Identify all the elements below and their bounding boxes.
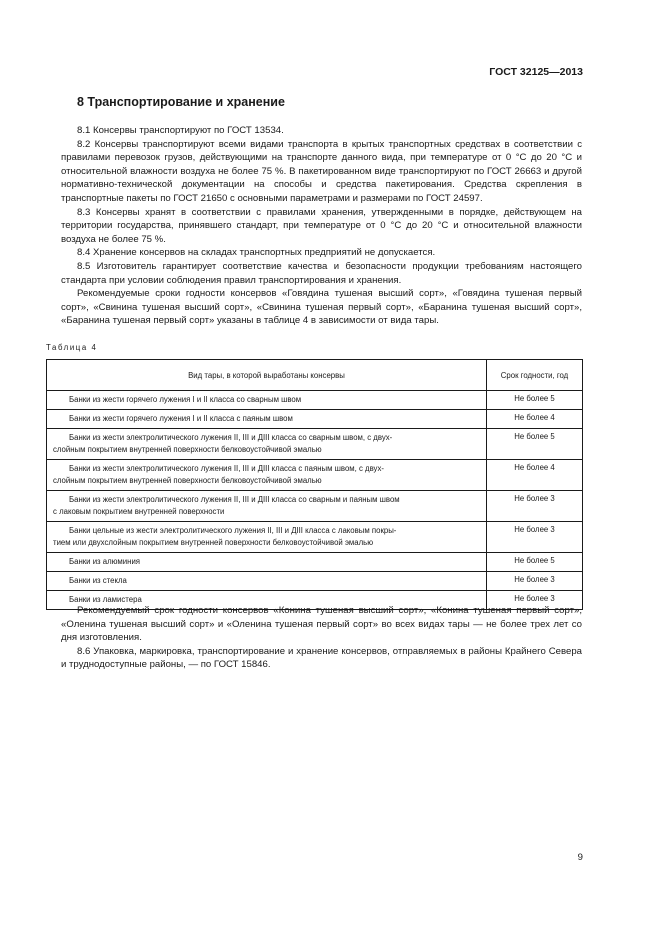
- table-caption: Таблица 4: [46, 343, 98, 352]
- shelf-life-cell: Не более 4: [487, 460, 583, 491]
- paragraph-8-2: 8.2 Консервы транспортируют всеми видами транспорта в крытых транспортных средствах в соответствии с правилами перевозок грузов, действующими на транспорте данного вида, при температуре от 0 °С до 20 °С и относительной влажности воздуха не более 75 %. В пакетированном виде транспортируют по ГОСТ 26663 и другой нормативно-технической документации на способы и средства пакетирования. Средства скрепления в транспортные пакеты по ГОСТ 21650 с основными параметрами и размерами по ГОСТ 24597.: [61, 138, 582, 204]
- shelf-life-cell: Не более 5: [487, 553, 583, 572]
- paragraph-8-4: 8.4 Хранение консервов на складах транспортных предприятий не допускается.: [77, 247, 436, 259]
- container-type-cell: Банки из стекла: [47, 572, 487, 591]
- container-type-line: Банки из жести электролитического лужения II, III и ДIII класса со сварным и паяным швом: [69, 495, 400, 504]
- container-type-cell: Банки из ламистера: [47, 591, 487, 610]
- section-body: [61, 124, 582, 328]
- after-table-body: [61, 604, 582, 672]
- shelf-life-cell: Не более 3: [487, 522, 583, 553]
- table-row: [47, 410, 583, 429]
- container-type-line: слойным покрытием внутренней поверхности белковоустойчивой эмалью: [53, 476, 322, 485]
- container-type-cell: [47, 491, 487, 522]
- table-header-row: [47, 360, 583, 391]
- shelf-life-cell: Не более 3: [487, 572, 583, 591]
- container-type-line: Банки из жести электролитического лужения II, III и ДIII класса со сварным швом, с двух-: [69, 433, 393, 442]
- column-header-shelf-life: Срок годности, год: [487, 360, 583, 391]
- table-row: [47, 429, 583, 460]
- table-row: [47, 553, 583, 572]
- table-row: [47, 491, 583, 522]
- container-type-line: Банки цельные из жести электролитического лужения II, III и ДIII класса с лаковым покры-: [69, 526, 397, 535]
- container-type-line: с лаковым покрытием внутренней поверхности: [53, 507, 225, 516]
- container-type-cell: Банки из жести горячего лужения I и II класса с паяным швом: [47, 410, 487, 429]
- paragraph-8-6: 8.6 Упаковка, маркировка, транспортирование и хранение консервов, отправляемых в районы Крайнего Севера и труднодоступные районы, — по ГОСТ 15846.: [61, 645, 582, 671]
- shelf-life-table: [46, 359, 583, 610]
- shelf-life-cell: Не более 5: [487, 391, 583, 410]
- shelf-life-cell: Не более 3: [487, 591, 583, 610]
- table-row: [47, 572, 583, 591]
- container-type-cell: [47, 522, 487, 553]
- paragraph-recommended-other: Рекомендуемый срок годности консервов «Конина тушеная высший сорт», «Конина тушеная первый сорт», «Оленина тушеная высший сорт» и «Оленина тушеная первый сорт» во всех видах тары — не более трех лет со дня изготовления.: [61, 605, 582, 644]
- container-type-line: слойным покрытием внутренней поверхности белковоустойчивой эмалью: [53, 445, 322, 454]
- section-title: 8 Транспортирование и хранение: [77, 95, 285, 109]
- container-type-cell: [47, 429, 487, 460]
- table-row: [47, 391, 583, 410]
- shelf-life-cell: Не более 3: [487, 491, 583, 522]
- container-type-cell: Банки из жести горячего лужения I и II класса со сварным швом: [47, 391, 487, 410]
- paragraph-recommended: Рекомендуемые сроки годности консервов «Говядина тушеная высший сорт», «Говядина тушеная первый сорт», «Свинина тушеная высший сорт», «Свинина тушеная первый сорт», «Баранина тушеная высший сорт», «Баранина тушеная первый сорт» указаны в таблице 4 в зависимости от вида тары.: [61, 288, 582, 327]
- page-number: 9: [577, 852, 583, 863]
- container-type-cell: Банки из алюминия: [47, 553, 487, 572]
- shelf-life-cell: Не более 5: [487, 429, 583, 460]
- shelf-life-cell: Не более 4: [487, 410, 583, 429]
- container-type-line: Банки из жести электролитического лужения II, III и ДIII класса с паяным швом, с двух-: [69, 464, 384, 473]
- paragraph-8-1: 8.1 Консервы транспортируют по ГОСТ 13534.: [77, 125, 284, 136]
- container-type-line: тием или двухслойным покрытием внутренней поверхности белковоустойчивой эмалью: [53, 538, 374, 547]
- table-row: [47, 460, 583, 491]
- column-header-container-type: Вид тары, в которой выработаны консервы: [47, 360, 487, 391]
- container-type-cell: [47, 460, 487, 491]
- standard-code: ГОСТ 32125—2013: [489, 66, 583, 78]
- table-row: [47, 522, 583, 553]
- paragraph-8-5: 8.5 Изготовитель гарантирует соответствие качества и безопасности продукции требованиям настоящего стандарта при условии соблюдения правил транспортирования и хранения.: [61, 260, 582, 286]
- paragraph-8-3: 8.3 Консервы хранят в соответствии с правилами хранения, утвержденными в порядке, действующем на территории государства, принявшего стандарт, при температуре от 0 °С до 20 °С и относительной влажности воздуха не более 75 %.: [61, 206, 582, 245]
